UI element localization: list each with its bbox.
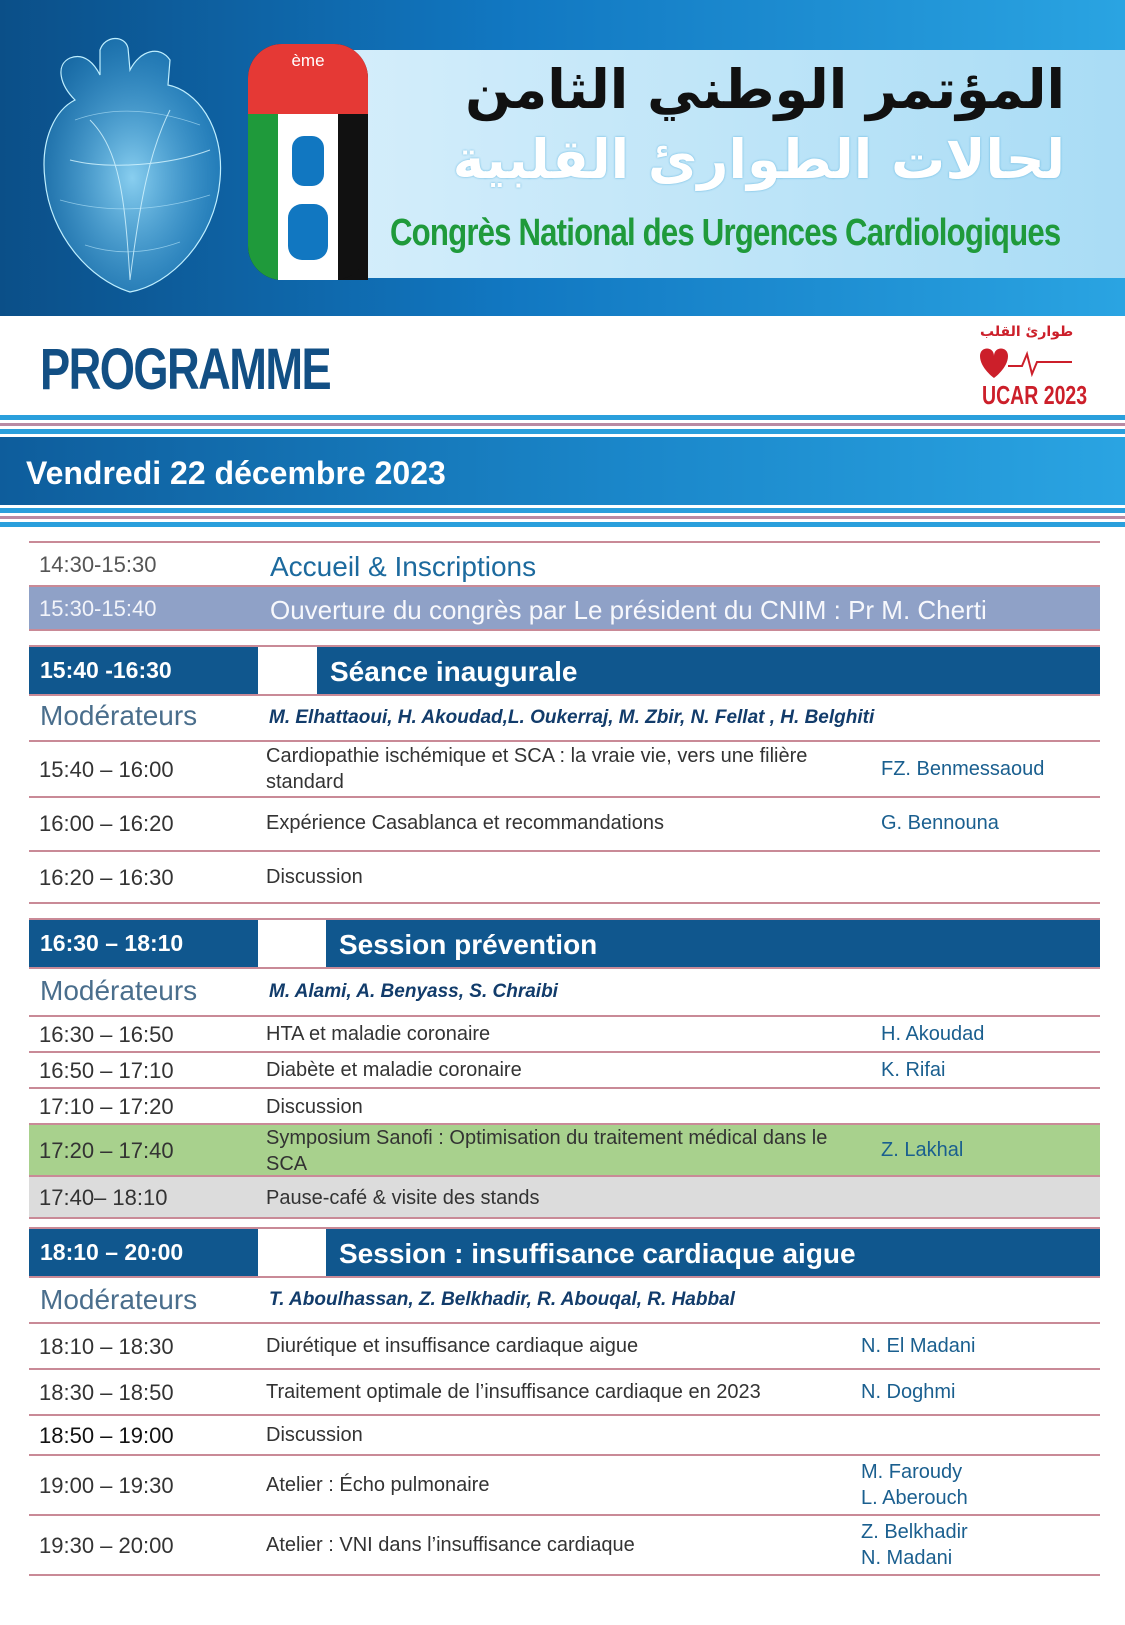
talk-time: 16:20 – 16:30 (39, 865, 174, 890)
talk-speaker: H. Akoudad (881, 1023, 985, 1045)
session-title: Session : insuffisance cardiaque aigue (339, 1238, 856, 1269)
arabic-title-line1: المؤتمر الوطني الثامن (465, 58, 1065, 121)
programme-table (29, 541, 1100, 1576)
talk-title: Atelier : Écho pulmonaire (266, 1474, 490, 1496)
session-header (29, 1227, 1100, 1278)
talk-title: Cardiopathie ischémique et SCA : la vraie vie, vers une filière standard (266, 745, 808, 793)
session-time: 15:40 -16:30 (40, 657, 172, 683)
talk-time: 17:40– 18:10 (39, 1185, 168, 1210)
moderators-names: T. Aboulhassan, Z. Belkhadir, R. Abouqal, R. Habbal (269, 1289, 735, 1310)
talk-speaker: Z. Belkhadir (861, 1521, 968, 1543)
session-time: 14:30-15:30 (39, 552, 157, 577)
moderators-label: Modérateurs (40, 700, 198, 731)
talk-time: 19:00 – 19:30 (39, 1473, 174, 1498)
talk-row (29, 798, 1100, 852)
divider-stripe (0, 415, 1125, 420)
talk-row (29, 742, 1100, 798)
talk-time: 16:00 – 16:20 (39, 811, 174, 836)
moderators-names: M. Alami, A. Benyass, S. Chraibi (269, 981, 558, 1002)
moderators-label: Modérateurs (40, 975, 198, 1006)
heart-pulse-icon (972, 342, 1082, 382)
edition-badge (248, 44, 368, 280)
talk-speaker: M. Faroudy (861, 1461, 963, 1483)
ucar-logo-text: UCAR 2023 (982, 380, 1088, 410)
heart-illustration (30, 30, 240, 295)
divider-stripe (0, 516, 1125, 519)
session-time: 16:30 – 18:10 (40, 930, 184, 956)
talk-row (29, 1416, 1100, 1456)
talk-speaker: N. El Madani (861, 1335, 976, 1357)
moderators-row (29, 696, 1100, 742)
break-row (29, 1177, 1100, 1219)
talk-speaker: N. Doghmi (861, 1381, 956, 1403)
moderators-label: Modérateurs (40, 1284, 198, 1315)
talk-time: 18:30 – 18:50 (39, 1380, 174, 1405)
header-banner (0, 0, 1125, 316)
session-time: 15:30-15:40 (39, 596, 157, 621)
talk-time: 18:10 – 18:30 (39, 1334, 174, 1359)
talk-row (29, 1324, 1100, 1370)
moderators-names: M. Elhattaoui, H. Akoudad,L. Oukerraj, M. Zbir, N. Fellat , H. Belghiti (269, 707, 875, 728)
opening-row (29, 543, 1100, 587)
talk-speaker: K. Rifai (881, 1059, 946, 1081)
session-title: Ouverture du congrès par Le président du CNIM : Pr M. Cherti (270, 595, 987, 625)
session-header (29, 645, 1100, 696)
talk-title: Traitement optimale de l’insuffisance cardiaque en 2023 (266, 1381, 761, 1403)
talk-time: 19:30 – 20:00 (39, 1533, 174, 1558)
divider-stripe (0, 423, 1125, 426)
moderators-row (29, 969, 1100, 1017)
talk-speaker: FZ. Benmessaoud (881, 758, 1045, 780)
talk-speaker: G. Bennouna (881, 812, 999, 834)
talk-time: 18:50 – 19:00 (39, 1423, 174, 1448)
moderators-row (29, 1278, 1100, 1324)
date-heading: Vendredi 22 décembre 2023 (26, 455, 446, 491)
talk-time: 17:20 – 17:40 (39, 1138, 174, 1163)
talk-title: Discussion (266, 1096, 363, 1118)
talk-title: Discussion (266, 866, 363, 888)
talk-row (29, 1053, 1100, 1089)
ucar-logo (972, 324, 1088, 410)
talk-title: HTA et maladie coronaire (266, 1023, 491, 1045)
talk-time: 17:10 – 17:20 (39, 1094, 174, 1119)
talk-speaker-secondary: N. Madani (861, 1547, 953, 1569)
date-banner (0, 437, 1125, 505)
talk-speaker-secondary: L. Aberouch (861, 1487, 968, 1509)
divider-stripe (0, 522, 1125, 527)
opening-row (29, 587, 1100, 631)
talk-time: 16:50 – 17:10 (39, 1058, 174, 1083)
talk-row (29, 1456, 1100, 1516)
talk-title: Diabète et maladie coronaire (266, 1059, 522, 1081)
edition-suffix: ème (291, 51, 325, 70)
talk-row (29, 852, 1100, 904)
talk-time: 15:40 – 16:00 (39, 757, 174, 782)
talk-row (29, 1516, 1100, 1576)
arabic-title-line2: لحالات الطوارئ القلبية (452, 128, 1065, 191)
session-title: Accueil & Inscriptions (270, 551, 537, 582)
talk-title: Atelier : VNI dans l’insuffisance cardiaque (266, 1534, 635, 1556)
session-time: 18:10 – 20:00 (40, 1239, 184, 1265)
talk-title: Expérience Casablanca et recommandations (266, 812, 664, 834)
talk-title: Pause-café & visite des stands (266, 1187, 540, 1209)
congress-title: Congrès National des Urgences Cardiologiques (390, 212, 1061, 254)
ucar-logo-arabic: طوارئ القلب (980, 324, 1074, 340)
session-header (29, 918, 1100, 969)
talk-title: Discussion (266, 1424, 363, 1446)
talk-row (29, 1089, 1100, 1125)
talk-title: Symposium Sanofi : Optimisation du traitement médical dans le SCA (266, 1127, 828, 1175)
talk-time: 16:30 – 16:50 (39, 1022, 174, 1047)
talk-row (29, 1370, 1100, 1416)
talk-row (29, 1017, 1100, 1053)
divider-stripe (0, 429, 1125, 434)
programme-heading: PROGRAMME (40, 337, 331, 402)
symposium-row (29, 1125, 1100, 1177)
session-title: Session prévention (339, 929, 598, 960)
session-title: Séance inaugurale (330, 656, 578, 687)
talk-speaker: Z. Lakhal (881, 1139, 964, 1161)
talk-title: Diurétique et insuffisance cardiaque aigue (266, 1335, 639, 1357)
divider-stripe (0, 508, 1125, 513)
